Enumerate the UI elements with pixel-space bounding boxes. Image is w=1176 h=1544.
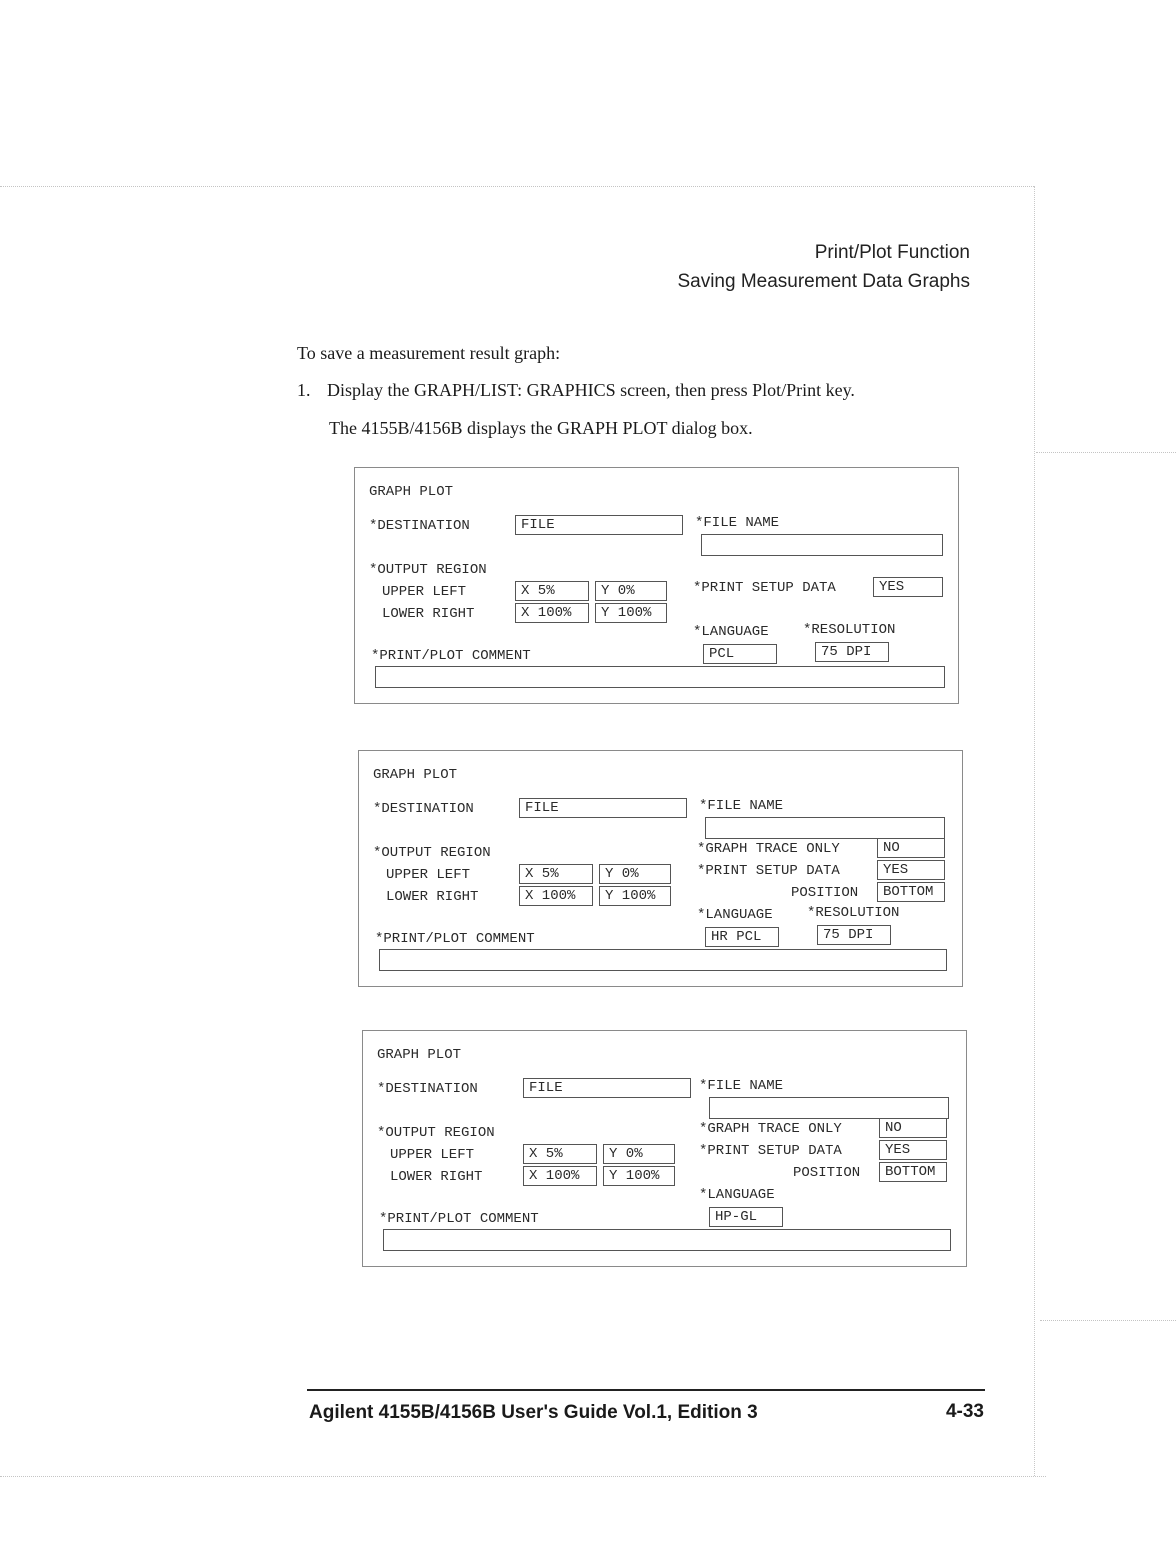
lower-right-x-field[interactable]: X 100% <box>523 1166 597 1186</box>
language-label: *LANGUAGE <box>699 1187 775 1203</box>
graph-trace-only-field[interactable]: NO <box>879 1118 947 1138</box>
position-field[interactable]: BOTTOM <box>879 1162 947 1182</box>
position-label: POSITION <box>793 1165 861 1181</box>
destination-label: *DESTINATION <box>369 518 470 534</box>
print-plot-comment-field[interactable] <box>375 666 945 688</box>
destination-field[interactable]: FILE <box>519 798 687 818</box>
print-setup-data-field[interactable]: YES <box>879 1140 947 1160</box>
intro-text: To save a measurement result graph: <box>297 343 561 363</box>
upper-left-y-field[interactable]: Y 0% <box>599 864 671 884</box>
scan-edge-top <box>0 186 1034 187</box>
lower-right-y-field[interactable]: Y 100% <box>595 603 667 623</box>
upper-left-y-field[interactable]: Y 0% <box>603 1144 675 1164</box>
graph-plot-dialog-pcl <box>354 467 959 704</box>
position-field[interactable]: BOTTOM <box>877 882 945 902</box>
upper-left-x-field[interactable]: X 5% <box>523 1144 597 1164</box>
lower-right-label: LOWER RIGHT <box>390 1169 483 1185</box>
output-region-label: *OUTPUT REGION <box>377 1125 495 1141</box>
step-number: 1. <box>297 380 311 400</box>
print-setup-data-field[interactable]: YES <box>873 577 943 597</box>
resolution-label: *RESOLUTION <box>803 622 896 638</box>
subsection-title: Saving Measurement Data Graphs <box>677 271 970 292</box>
print-plot-comment-field[interactable] <box>379 949 947 971</box>
section-title: Print/Plot Function <box>814 242 970 263</box>
file-name-field[interactable] <box>701 534 943 556</box>
result-text: The 4155B/4156B displays the GRAPH PLOT dialog box. <box>329 418 753 438</box>
destination-field[interactable]: FILE <box>523 1078 691 1098</box>
scan-edge-bottom <box>0 1476 1046 1477</box>
footer-title: Agilent 4155B/4156B User's Guide Vol.1, Edition 3 <box>309 1402 758 1423</box>
language-field[interactable]: HP-GL <box>709 1207 783 1227</box>
upper-left-label: UPPER LEFT <box>382 584 467 600</box>
destination-label: *DESTINATION <box>377 1081 478 1097</box>
print-setup-data-label: *PRINT SETUP DATA <box>697 863 840 879</box>
graph-plot-dialog-hr-pcl <box>358 750 963 987</box>
file-name-field[interactable] <box>709 1097 949 1119</box>
dialog-title: GRAPH PLOT <box>369 484 454 500</box>
print-setup-data-label: *PRINT SETUP DATA <box>699 1143 842 1159</box>
destination-label: *DESTINATION <box>373 801 474 817</box>
scan-edge-right <box>1034 186 1035 1476</box>
file-name-field[interactable] <box>705 817 945 839</box>
footer-rule <box>307 1389 985 1391</box>
upper-left-x-field[interactable]: X 5% <box>515 581 589 601</box>
upper-left-x-field[interactable]: X 5% <box>519 864 593 884</box>
print-plot-comment-field[interactable] <box>383 1229 951 1251</box>
page-number: 4-33 <box>945 1401 984 1422</box>
dialog-title: GRAPH PLOT <box>377 1047 462 1063</box>
file-name-label: *FILE NAME <box>699 1078 784 1094</box>
language-field[interactable]: HR PCL <box>705 927 779 947</box>
file-name-label: *FILE NAME <box>695 515 780 531</box>
print-plot-comment-label: *PRINT/PLOT COMMENT <box>375 931 535 947</box>
graph-trace-only-label: *GRAPH TRACE ONLY <box>697 841 840 857</box>
resolution-field[interactable]: 75 DPI <box>815 642 889 662</box>
scan-edge-right-mark <box>1036 452 1176 453</box>
output-region-label: *OUTPUT REGION <box>373 845 491 861</box>
print-plot-comment-label: *PRINT/PLOT COMMENT <box>379 1211 539 1227</box>
resolution-label: *RESOLUTION <box>807 905 900 921</box>
file-name-label: *FILE NAME <box>699 798 784 814</box>
destination-field[interactable]: FILE <box>515 515 683 535</box>
upper-left-y-field[interactable]: Y 0% <box>595 581 667 601</box>
graph-trace-only-label: *GRAPH TRACE ONLY <box>699 1121 842 1137</box>
language-label: *LANGUAGE <box>697 907 773 923</box>
lower-right-label: LOWER RIGHT <box>386 889 479 905</box>
upper-left-label: UPPER LEFT <box>386 867 471 883</box>
lower-right-y-field[interactable]: Y 100% <box>599 886 671 906</box>
graph-plot-dialog-hp-gl <box>362 1030 967 1267</box>
scan-edge-right-mark-2 <box>1040 1320 1176 1321</box>
position-label: POSITION <box>791 885 859 901</box>
dialog-title: GRAPH PLOT <box>373 767 458 783</box>
graph-trace-only-field[interactable]: NO <box>877 838 945 858</box>
print-plot-comment-label: *PRINT/PLOT COMMENT <box>371 648 531 664</box>
output-region-label: *OUTPUT REGION <box>369 562 487 578</box>
lower-right-label: LOWER RIGHT <box>382 606 475 622</box>
upper-left-label: UPPER LEFT <box>390 1147 475 1163</box>
resolution-field[interactable]: 75 DPI <box>817 925 891 945</box>
step-text: Display the GRAPH/LIST: GRAPHICS screen, then press Plot/Print key. <box>327 380 855 400</box>
print-setup-data-label: *PRINT SETUP DATA <box>693 580 836 596</box>
print-setup-data-field[interactable]: YES <box>877 860 945 880</box>
language-label: *LANGUAGE <box>693 624 769 640</box>
language-field[interactable]: PCL <box>703 644 777 664</box>
lower-right-x-field[interactable]: X 100% <box>519 886 593 906</box>
lower-right-x-field[interactable]: X 100% <box>515 603 589 623</box>
lower-right-y-field[interactable]: Y 100% <box>603 1166 675 1186</box>
